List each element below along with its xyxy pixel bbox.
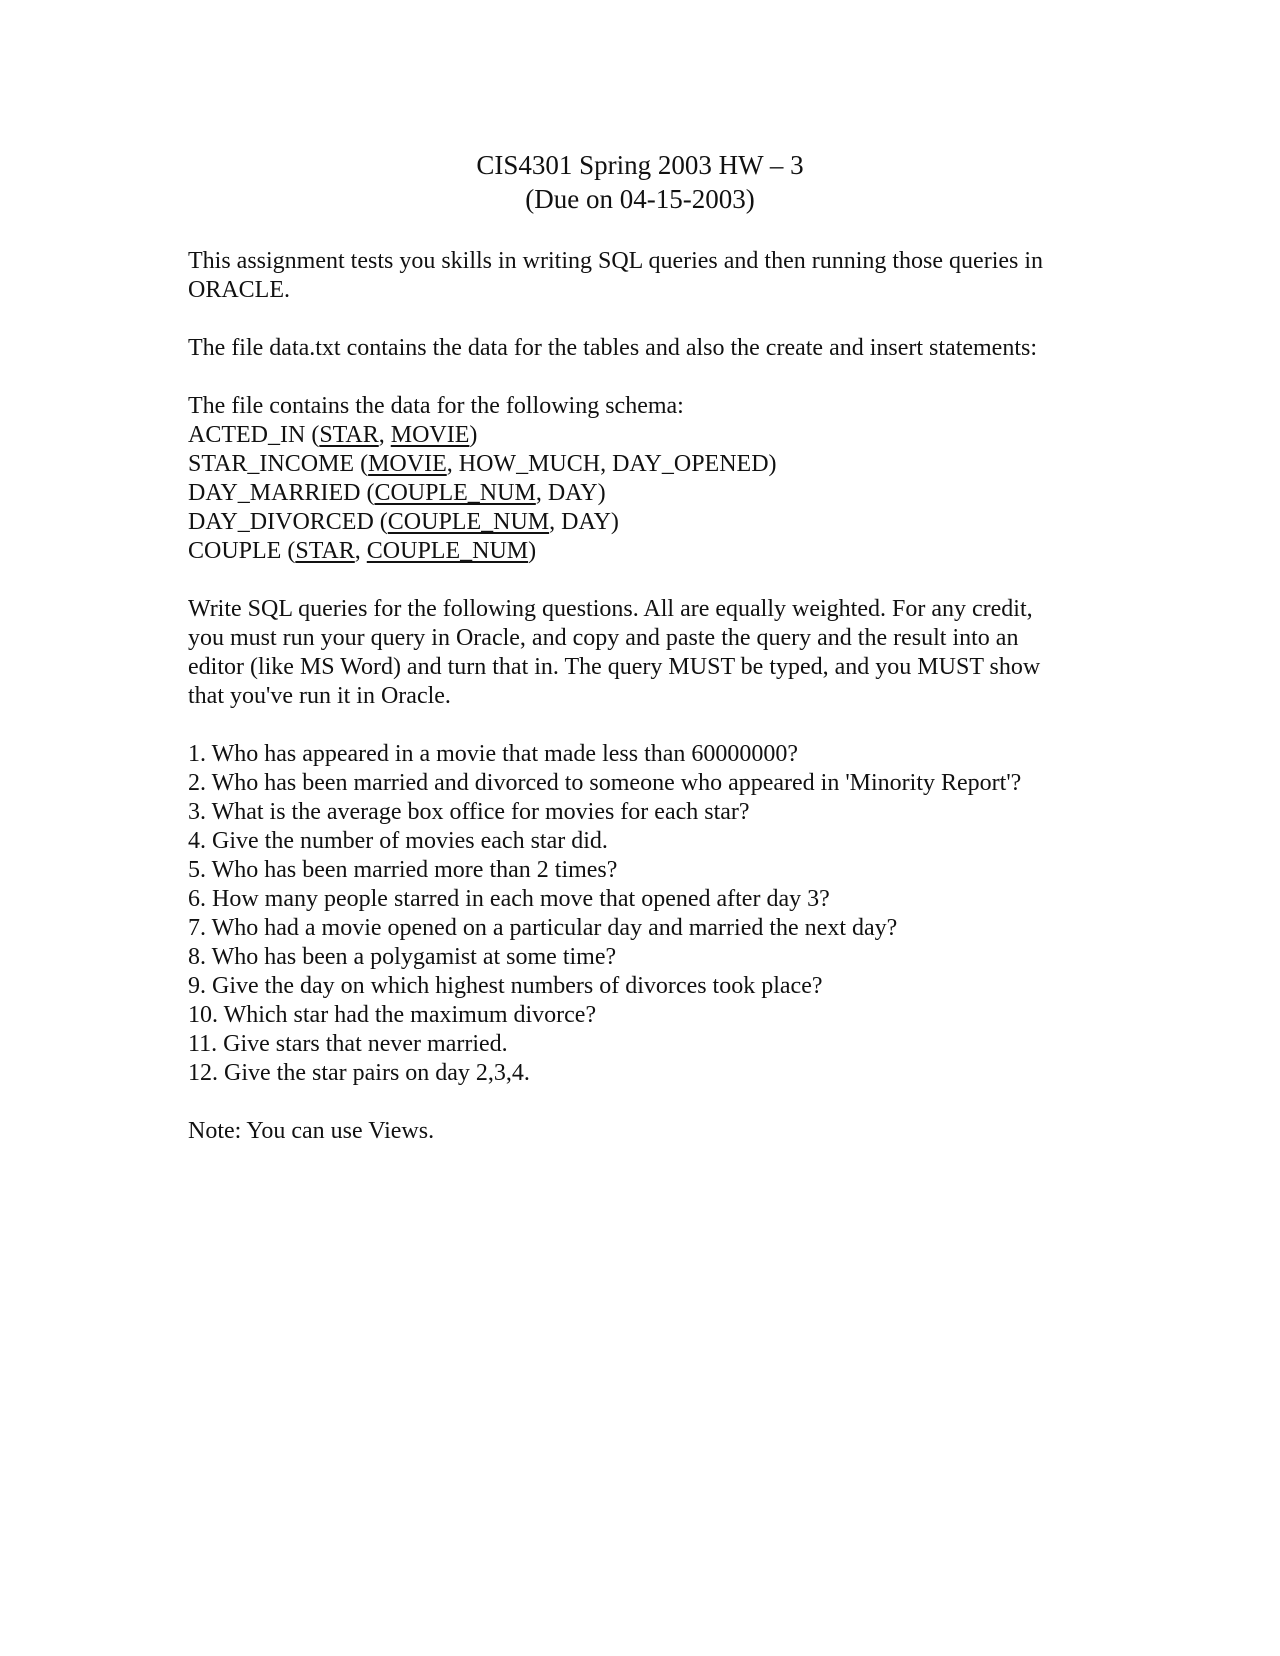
question-item: 11. Give stars that never married.: [188, 1031, 508, 1057]
question-item: 9. Give the day on which highest numbers of divorces took place?: [188, 973, 823, 999]
instructions-line-1: Write SQL queries for the following questions. All are equally weighted. For any credit,: [188, 596, 1033, 622]
question-item: 8. Who has been a polygamist at some time?: [188, 944, 617, 970]
intro-line-1: This assignment tests you skills in writing SQL queries and then running those queries in: [188, 248, 1044, 274]
key-attribute: COUPLE_NUM: [387, 509, 550, 535]
file-note-line: The file data.txt contains the data for the tables and also the create and insert statements:: [188, 335, 1038, 361]
schema-day-married: [188, 479, 1108, 508]
table-name: STAR_INCOME (: [188, 451, 369, 477]
schema-couple: [188, 537, 1108, 566]
schema-day-divorced: [188, 508, 1108, 537]
key-attribute: MOVIE: [390, 422, 470, 448]
question-list: [188, 740, 1108, 1088]
note-line: Note: You can use Views.: [188, 1118, 435, 1144]
table-name: COUPLE (: [188, 538, 296, 564]
question-item: 12. Give the star pairs on day 2,3,4.: [188, 1060, 530, 1086]
question-item: 3. What is the average box office for movies for each star?: [188, 799, 750, 825]
separator: ,: [378, 422, 391, 448]
question-item: 7. Who had a movie opened on a particular day and married the next day?: [188, 915, 898, 941]
separator: ,: [354, 538, 367, 564]
key-attribute: COUPLE_NUM: [374, 480, 536, 506]
schema-acted-in: [188, 421, 1108, 450]
instructions-line-4: that you've run it in Oracle.: [188, 683, 451, 709]
question-item: 4. Give the number of movies each star did.: [188, 828, 608, 854]
question-item: 6. How many people starred in each move that opened after day 3?: [188, 886, 830, 912]
table-name: DAY_MARRIED (: [188, 480, 375, 506]
other-attributes: , DAY): [535, 480, 606, 506]
note-paragraph: [188, 1117, 1108, 1146]
question-item: 1. Who has appeared in a movie that made less than 60000000?: [188, 741, 799, 767]
schema-heading: The file contains the data for the following schema:: [188, 393, 684, 419]
instructions-line-2: you must run your query in Oracle, and copy and paste the query and the result into an: [188, 625, 1019, 651]
key-attribute: STAR: [295, 538, 355, 564]
instructions-paragraph: [188, 595, 1108, 711]
other-attributes: , DAY): [549, 509, 619, 535]
table-name: ACTED_IN (: [188, 422, 320, 448]
file-note-paragraph: [188, 334, 1108, 363]
schema-star-income: [188, 450, 1108, 479]
intro-line-2: ORACLE.: [188, 277, 290, 303]
table-name: DAY_DIVORCED (: [188, 509, 388, 535]
question-item: 5. Who has been married more than 2 times?: [188, 857, 618, 883]
question-item: 2. Who has been married and divorced to someone who appeared in 'Minority Report'?: [188, 770, 1022, 796]
key-attribute: STAR: [319, 422, 379, 448]
question-item: 10. Which star had the maximum divorce?: [188, 1002, 597, 1028]
document-body: [188, 247, 1108, 1175]
close-paren: ): [528, 538, 537, 564]
other-attributes: , HOW_MUCH, DAY_OPENED): [446, 451, 777, 477]
title-block: [0, 148, 1280, 216]
key-attribute: COUPLE_NUM: [366, 538, 529, 564]
instructions-line-3: editor (like MS Word) and turn that in. The query MUST be typed, and you MUST show: [188, 654, 1041, 680]
schema-paragraph: [188, 392, 1108, 566]
page-title: CIS4301 Spring 2003 HW – 3: [476, 150, 804, 180]
close-paren: ): [469, 422, 478, 448]
key-attribute: MOVIE: [368, 451, 447, 477]
due-date: (Due on 04-15-2003): [525, 184, 755, 214]
intro-paragraph: [188, 247, 1108, 305]
